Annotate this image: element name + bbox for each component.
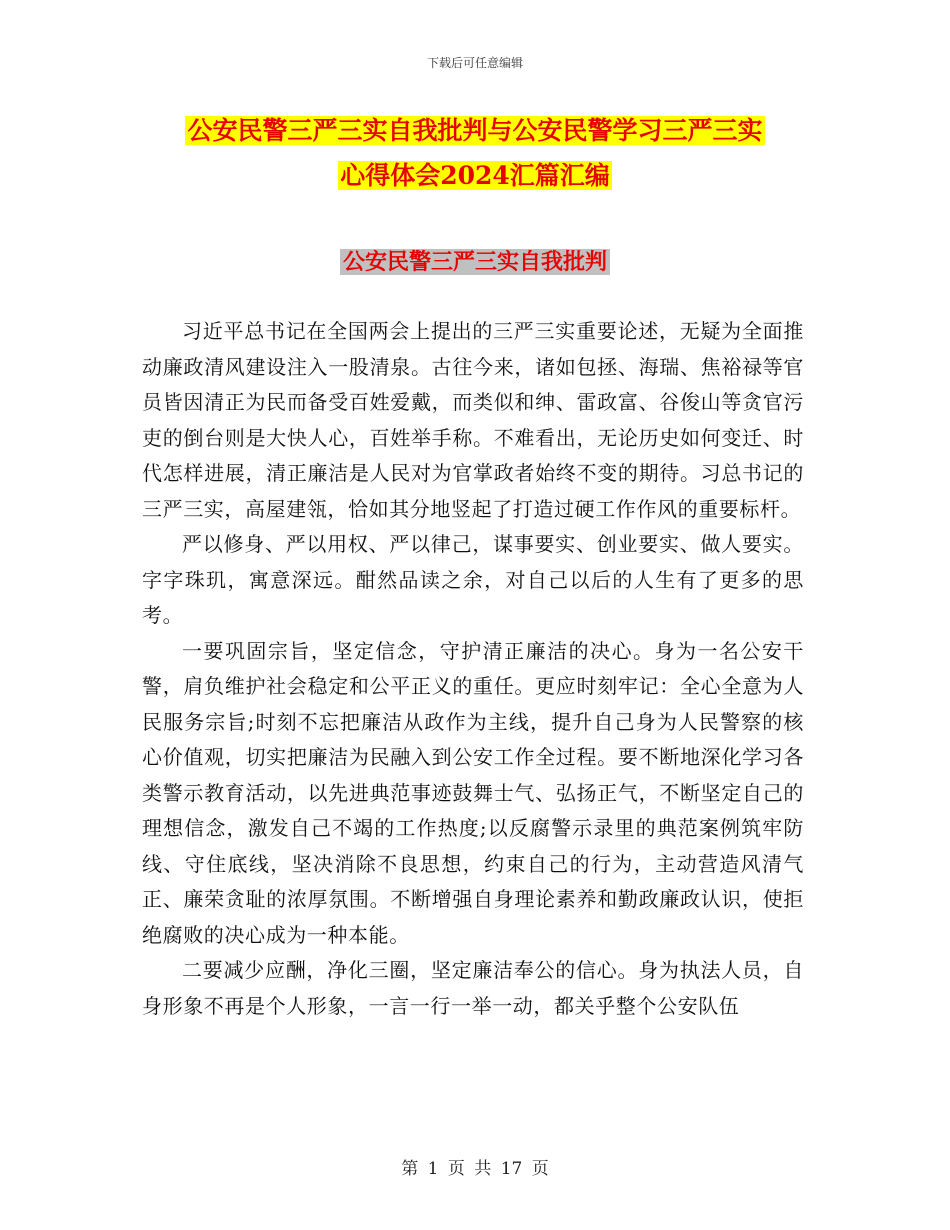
paragraph-2: 严以修身、严以用权、严以律己，谋事要实、创业要实、做人要实。字字珠玑，寓意深远。酣然品读之余，对自己以后的人生有了更多的思考。 xyxy=(142,532,804,627)
title-highlight-1: 公安民警三严三实自我批判与公安民警学习三严三实 xyxy=(187,116,763,145)
page-header: 下载后可任意编辑 xyxy=(426,56,523,70)
title-highlight-2: 心得体会2024汇篇汇编 xyxy=(340,161,610,190)
section-heading xyxy=(0,245,950,279)
document-title-line-2 xyxy=(0,157,950,195)
paragraph-3: 一要巩固宗旨，坚定信念，守护清正廉洁的决心。身为一名公安干警，肩负维护社会稳定和公平正义的重任。更应时刻牢记：全心全意为人民服务宗旨;时刻不忘把廉洁从政作为主线，提升自己身为人民警察的核心价值观，切实把廉洁为民融入到公安工作全过程。要不断地深化学习各类警示教育活动，以先进典范事迹鼓舞士气、弘扬正气，不断坚定自己的理想信念，激发自己不竭的工作热度;以反腐警示录里的典范案例筑牢防线、守住底线，坚决消除不良思想，约束自己的行为，主动营造风清气正、廉荣贪耻的浓厚氛围。不断增强自身理论素养和勤政廉政认识，使拒绝腐败的决心成为一种本能。 xyxy=(142,638,804,947)
page-footer: 第 1 页 共 17 页 xyxy=(401,1159,549,1179)
document-title-line-1 xyxy=(0,112,950,150)
paragraph-1: 习近平总书记在全国两会上提出的三严三实重要论述，无疑为全面推动廉政清风建设注入一股清泉。古往今来，诸如包拯、海瑞、焦裕禄等官员皆因清正为民而备受百姓爱戴，而类似和绅、雷政富、谷俊山等贪官污吏的倒台则是大快人心，百姓举手称。不难看出，无论历史如何变迁、时代怎样进展，清正廉洁是人民对为官掌政者始终不变的期待。习总书记的三严三实，高屋建瓴，恰如其分地竖起了打造过硬工作作风的重要标杆。 xyxy=(142,319,804,521)
paragraph-4: 二要减少应酬，净化三圈，坚定廉洁奉公的信心。身为执法人员，自身形象不再是个人形象，一言一行一举一动，都关乎整个公安队伍 xyxy=(142,958,804,1018)
section-heading-text: 公安民警三严三实自我批判 xyxy=(340,249,610,275)
body-text xyxy=(142,314,804,1024)
